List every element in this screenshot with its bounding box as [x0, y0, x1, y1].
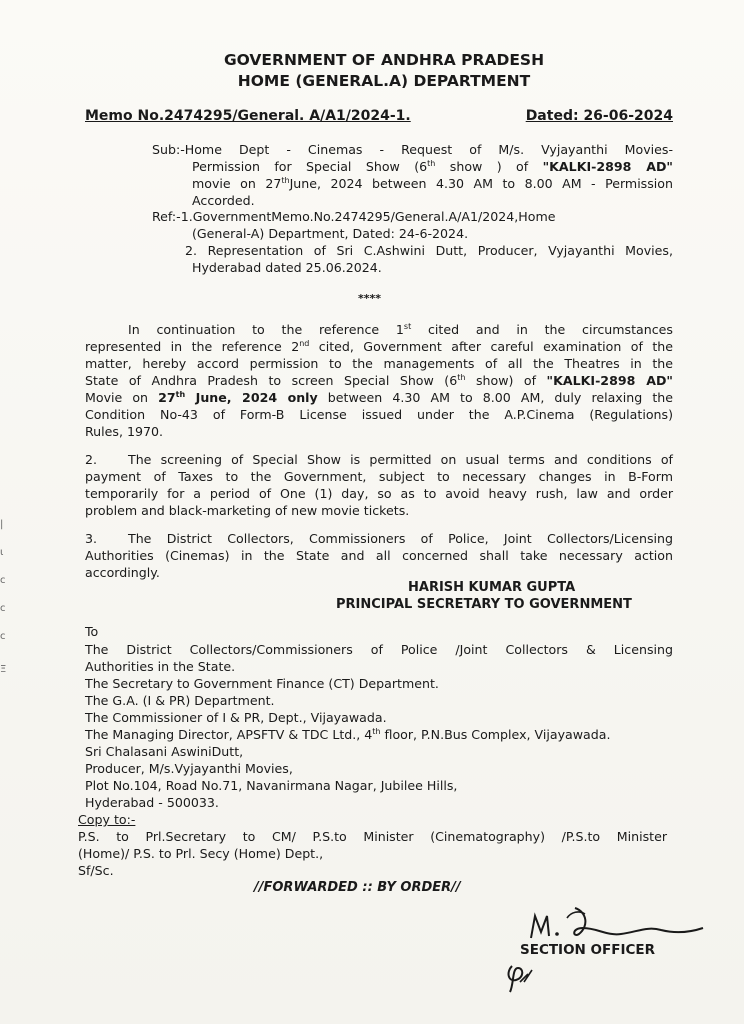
reference-line-1: Ref:-1.GovernmentMemo.No.2474295/General.A/A1/2024,Home — [152, 209, 556, 224]
department-heading: HOME (GENERAL.A) DEPARTMENT — [237, 72, 531, 90]
address-line-4: Hyderabad - 500033. — [85, 795, 219, 810]
para2-number: 2. — [85, 452, 98, 467]
initials-mark — [502, 962, 536, 996]
address-line-2: Producer, M/s.Vyjayanthi Movies, — [85, 761, 293, 776]
para2-line-2: payment of Taxes to the Government, subject to necessary changes in B-Form — [85, 469, 673, 484]
memo-number: Memo No.2474295/General. A/A1/2024-1. — [85, 108, 411, 124]
to-line-4: The G.A. (I & PR) Department. — [85, 693, 275, 708]
para2-line-1: The screening of Special Show is permitted on usual terms and conditions of — [128, 452, 673, 467]
address-line-1: Sri Chalasani AswiniDutt, — [85, 744, 244, 759]
to-line-5: The Commissioner of I & PR, Dept., Vijayawada. — [85, 710, 387, 725]
copy-line-3: Sf/Sc. — [78, 863, 114, 878]
separator-stars: **** — [358, 292, 382, 305]
signatory-name: HARISH KUMAR GUPTA — [408, 580, 576, 595]
reference-line-3: 2. Representation of Sri C.Ashwini Dutt, Producer, Vyjayanthi Movies, — [185, 243, 673, 258]
copy-to-label: Copy to:- — [78, 812, 136, 827]
para1-line-6: Condition No-43 of Form-B License issued under the A.P.Cinema (Regulations) — [85, 407, 673, 422]
para3-number: 3. — [85, 531, 98, 546]
copy-line-2: (Home)/ P.S. to Prl. Secy (Home) Dept., — [78, 846, 324, 861]
to-line-1: The District Collectors/Commissioners of Police /Joint Collectors & Licensing — [85, 642, 673, 657]
para1-line-4: State of Andhra Pradesh to screen Special Show (6th show) of "KALKI-2898 AD" — [85, 372, 673, 388]
reference-line-2: (General-A) Department, Dated: 24-6-2024. — [192, 226, 469, 241]
government-heading: GOVERNMENT OF ANDHRA PRADESH — [223, 51, 545, 69]
reference-line-4: Hyderabad dated 25.06.2024. — [192, 260, 382, 275]
to-label: To — [85, 624, 99, 639]
subject-line-4: Accorded. — [192, 193, 255, 208]
para1-line-1: In continuation to the reference 1st cited and in the circumstances — [128, 321, 673, 337]
para3-line-2: Authorities (Cinemas) in the State and all concerned shall take necessary action — [85, 548, 673, 563]
copy-line-1: P.S. to Prl.Secretary to CM/ P.S.to Minister (Cinematography) /P.S.to Minister — [78, 829, 667, 844]
para3-line-3: accordingly. — [85, 565, 160, 580]
para1-line-5: Movie on 27th June, 2024 only between 4.30 AM to 8.00 AM, duly relaxing the — [85, 389, 673, 405]
address-line-3: Plot No.104, Road No.71, Navanirmana Nagar, Jubilee Hills, — [85, 778, 458, 793]
memo-date: Dated: 26-06-2024 — [525, 108, 673, 124]
to-line-3: The Secretary to Government Finance (CT) Department. — [85, 676, 439, 691]
to-line-md: The Managing Director, APSFTV & TDC Ltd., 4th floor, P.N.Bus Complex, Vijayawada. — [85, 726, 611, 742]
signatory-title: PRINCIPAL SECRETARY TO GOVERNMENT — [336, 597, 632, 612]
para2-line-3: temporarily for a period of One (1) day, so as to avoid heavy rush, law and order — [85, 486, 673, 501]
to-line-2: Authorities in the State. — [85, 659, 236, 674]
memo-document: | ι c c c Ξ GOVERNMENT OF ANDHRA PRADESH HOME (GENERAL.A) DEPARTMENT Memo No.2474295/General. A/A1/2024-1. Dated: 26-06-2024 Sub:-Home Dept - Cinemas - Request of M/s. Vyjayanthi Movies- Permission for Special Show (6th show ) of "KALKI-2898 AD" movie on 27thJune, 2024 between 4.30 AM to 8.00 AM - Permission Accorded. Ref:-1.GovernmentMemo.No.2474295/General.A/A1/2024,Home (General-A) Department, Dated: 24-6-2024. 2. Representation of Sri C.Ashwini Dutt, Producer, Vyjayanthi Movies, Hyderabad dated 25.06.2024. **** In continuation to the reference 1st cited and in the circumstances represented in the reference 2nd cited, Government after careful examination of the matter, hereby accord permission to the managements of all the Theatres in the State of Andhra Pradesh to screen Special Show (6th show) of "KALKI-2898 AD" Movie on 27th June, 2024 only between 4.30 AM to 8.00 AM, duly relaxing the Condition No-43 of Form-B License issued under the A.P.Cinema (Regulations) Rules, 1970. 2. The screening of Special Show is permitted on usual terms and conditions of payment of Taxes to the Government, subject to necessary changes in B-Form temporarily for a period of One (1) day, so as to avoid heavy rush, law and order problem and black-marketing of new movie tickets. 3. The District Collectors, Commissioners of Police, Joint Collectors/Licensing Authorities (Cinemas) in the State and all concerned shall take necessary action accordingly. HARISH KUMAR GUPTA PRINCIPAL SECRETARY TO GOVERNMENT To The District Collectors/Commissioners of Police /Joint Collectors & Licensing Authorities in the State. The Secretary to Government Finance (CT) Department. The G.A. (I & PR) Department. The Commissioner of I & PR, Dept., Vijayawada. The Managing Director, APSFTV & TDC Ltd., 4th floor, P.N.Bus Complex, Vijayawada. Sri Chalasani AswiniDutt, Producer, M/s.Vyjayanthi Movies, Plot No.104, Road No.71, Navanirmana Nagar, Jubilee Hills, Hyderabad - 500033. Copy to:- P.S. to Prl.Secretary to CM/ P.S.to Minister (Cinematography) /P.S.to Minister (Home)/ P.S. to Prl. Secy (Home) Dept., Sf/Sc. //FORWARDED :: BY ORDER// SECTION OFFICER — [0, 0, 744, 1024]
subject-line-3: movie on 27thJune, 2024 between 4.30 AM to 8.00 AM - Permission — [192, 175, 673, 191]
para1-line-3: matter, hereby accord permission to the managements of all the Theatres in the — [85, 356, 673, 371]
subject-line-1: Sub:-Home Dept - Cinemas - Request of M/s. Vyjayanthi Movies- — [152, 142, 673, 157]
forwarded-by-order: //FORWARDED :: BY ORDER// — [254, 880, 461, 895]
para1-line-2: represented in the reference 2nd cited, Government after careful examination of the — [85, 338, 673, 354]
para2-line-4: problem and black-marketing of new movie tickets. — [85, 503, 410, 518]
para1-line-7: Rules, 1970. — [85, 424, 164, 439]
section-officer-title: SECTION OFFICER — [520, 942, 656, 958]
para3-line-1: The District Collectors, Commissioners of Police, Joint Collectors/Licensing — [128, 531, 673, 546]
subject-line-2: Permission for Special Show (6th show ) of "KALKI-2898 AD" — [192, 158, 673, 174]
